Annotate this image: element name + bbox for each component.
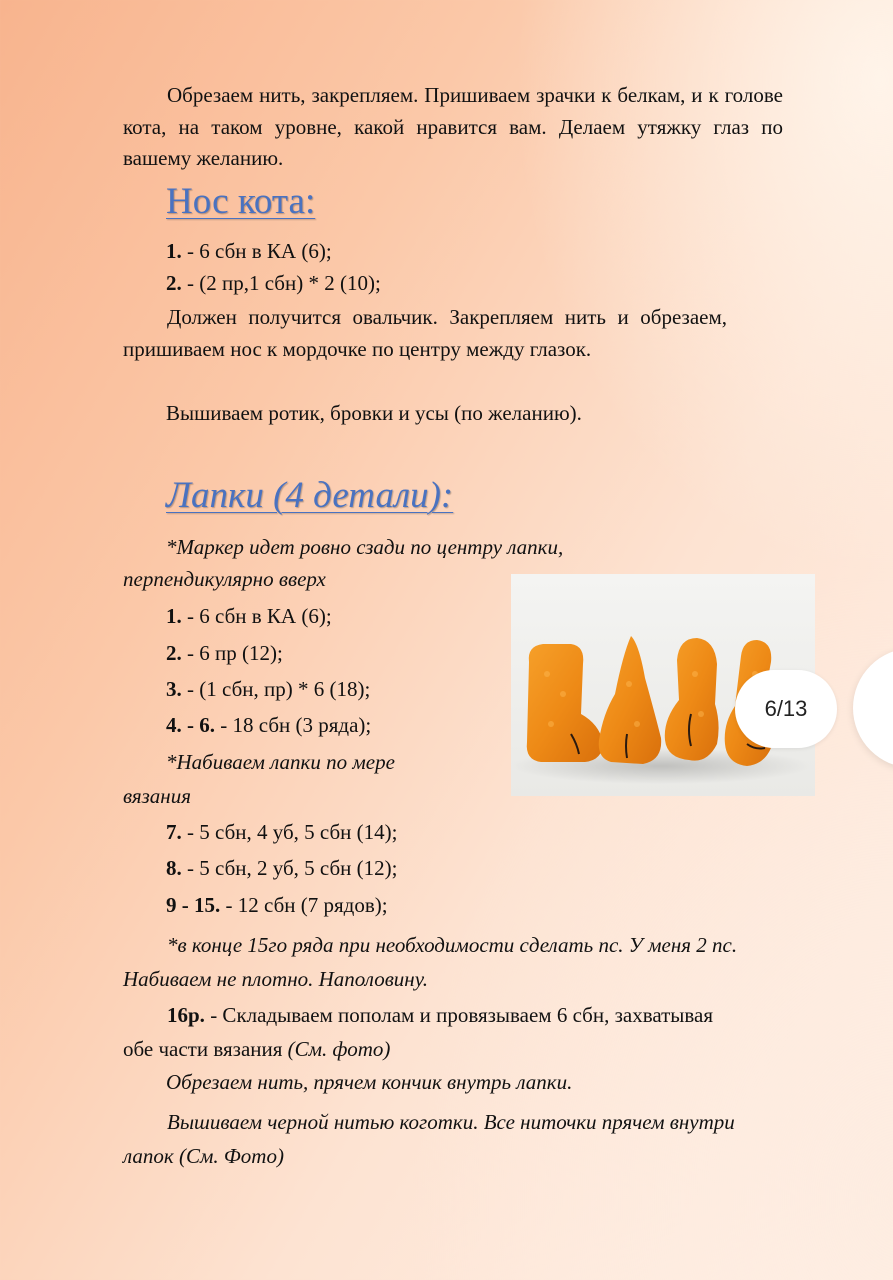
nose-paragraph: Должен получится овальчик. Закрепляем нить и обрезаем, пришиваем нос к мордочке по центру между глазок. [123,305,727,361]
paws-row-4-6 [166,713,371,738]
row-text: - 18 сбн (3 ряда); [215,713,372,737]
row-text: - 6 сбн в КА (6); [181,239,332,263]
row-number: 4. - 6. [166,713,215,737]
nose-heading: Нос кота: [166,181,316,222]
row-number: 2. [166,271,182,295]
row-number: 9 - 15. [166,893,221,917]
paws-row-9-15 [166,893,388,918]
claws-note: Вышиваем черной нитью коготки. Все ниточки прячем внутри лапок (См. Фото) [123,1110,735,1168]
cut-thread-note: Обрезаем нить, прячем кончик внутрь лапки. [166,1070,573,1094]
row-number: 16р. [167,1003,205,1027]
photo-reference: (См. фото) [287,1037,391,1061]
page-indicator: 6/13 [735,670,837,748]
intro-paragraph: Обрезаем нить, закрепляем. Пришиваем зрачки к белкам, и к голове кота, на таком уровне, какой нравится вам. Делаем утяжку глаз по вашему желанию. [123,83,783,170]
paws-heading: Лапки (4 детали): [166,475,454,516]
row-text: - 5 сбн, 2 уб, 5 сбн (12); [181,856,398,880]
stuff-note-line-2: вязания [123,784,191,808]
row-16-paragraph [123,998,723,1066]
next-page-button[interactable] [853,648,893,768]
row-text: - (1 сбн, пр) * 6 (18); [181,677,371,701]
row-number: 1. [166,604,182,628]
nose-embroider-note: Вышиваем ротик, бровки и усы (по желанию). [166,401,582,425]
row-number: 3. [166,677,182,701]
row-number: 8. [166,856,182,880]
row-text: - (2 пр,1 сбн) * 2 (10); [181,271,381,295]
row-number: 7. [166,820,182,844]
row-15-end-note: *в конце 15го ряда при необходимости сделать пс. У меня 2 пс. Набиваем не плотно. Наполовину. [123,933,738,991]
row-text: - 12 сбн (7 рядов); [220,893,388,917]
row-text: - 6 сбн в КА (6); [181,604,332,628]
stuff-note-line-1: *Набиваем лапки по мере [166,750,395,774]
nose-row-2 [166,271,381,296]
marker-note-line-1: *Маркер идет ровно сзади по центру лапки, [166,535,564,559]
paws-row-8 [166,856,397,881]
row-text: - Складываем пополам и провязываем 6 сбн, захватывая обе части вязания [123,1003,714,1061]
row-number: 2. [166,641,182,665]
paws-row-1 [166,604,332,629]
row-number: 1. [166,239,182,263]
paws-row-7 [166,820,397,845]
paws-row-2 [166,641,283,666]
row-text: - 6 пр (12); [181,641,283,665]
paws-row-3 [166,677,370,702]
marker-note-line-2: перпендикулярно вверх [123,567,326,591]
row-text: - 5 сбн, 4 уб, 5 сбн (14); [181,820,398,844]
nose-row-1 [166,239,332,264]
